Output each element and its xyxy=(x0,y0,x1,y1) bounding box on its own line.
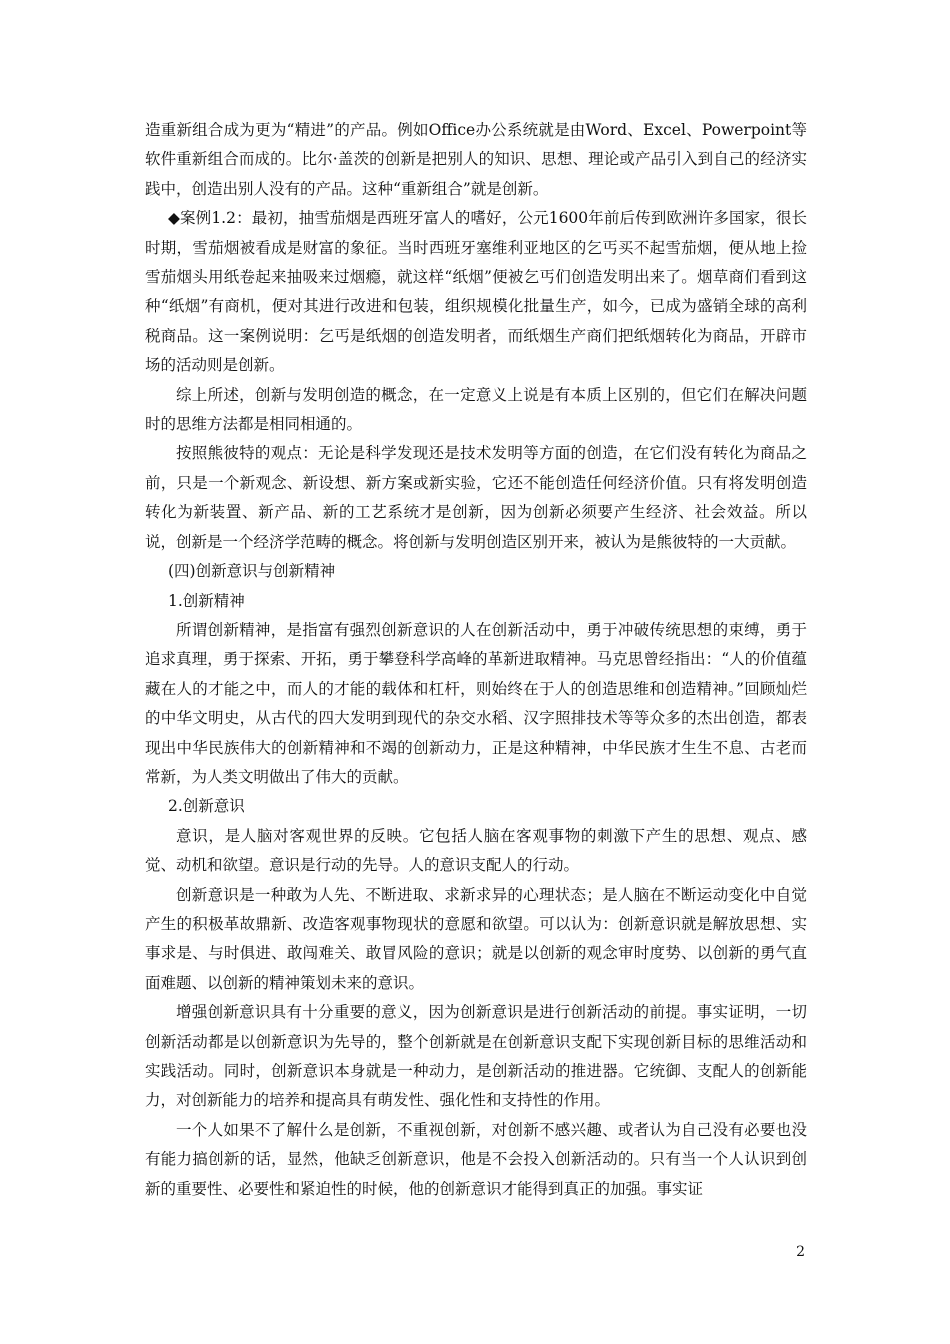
paragraph-awareness-state: 创新意识是一种敢为人先、不断进取、求新求异的心理状态；是人脑在不断运动变化中自觉产生的积极革故鼎新、改造客观事物现状的意愿和欲望。可以认为：创新意识就是解放思想、实事求是、与时俱进、敢闯难关、敢冒风险的意识；就是以创新的观念审时度势、以创新的勇气直面难题、以创新的精神策划未来的意识。 xyxy=(145,885,807,992)
body-text xyxy=(145,116,807,1204)
paragraph-summary: 综上所述，创新与发明创造的概念，在一定意义上说是有本质上区别的，但它们在解决问题时的思维方法都是相同相通的。 xyxy=(145,385,807,434)
paragraph-awareness-importance: 增强创新意识具有十分重要的意义，因为创新意识是进行创新活动的前提。事实证明，一切创新活动都是以创新意识为先导的，整个创新就是在创新意识支配下实现创新目标的思维活动和实践活动。同时，创新意识本身就是一种动力，是创新活动的推进器。它统御、支配人的创新能力，对创新能力的培养和提高具有萌发性、强化性和支持性的作用。 xyxy=(145,1003,807,1110)
paragraph-awareness-individual: 一个人如果不了解什么是创新，不重视创新，对创新不感兴趣、或者认为自己没有必要也没有能力搞创新的话，显然，他缺乏创新意识，他是不会投入创新活动的。只有当一个人认识到创新的重要性、必要性和紧迫性的时候，他的创新意识才能得到真正的加强。事实证 xyxy=(145,1120,807,1198)
paragraph-case-1-2: ◆案例1.2：最初，抽雪茄烟是西班牙富人的嗜好，公元1600年前后传到欧洲许多国家，很长时期，雪茄烟被看成是财富的象征。当时西班牙塞维利亚地区的乞丐买不起雪茄烟，便从地上捡雪茄烟头用纸卷起来抽吸来过烟瘾，就这样“纸烟”便被乞丐们创造发明出来了。烟草商们看到这种“纸烟”有商机，便对其进行改进和包装，组织规模化批量生产，如今，已成为盛销全球的高利税商品。这一案例说明：乞丐是纸烟的创造发明者，而纸烟生产商们把纸烟转化为商品，开辟市场的活动则是创新。 xyxy=(145,209,807,375)
subsection-heading-innovation-awareness: 2.创新意识 xyxy=(168,797,245,816)
paragraph-innovation-spirit: 所谓创新精神，是指富有强烈创新意识的人在创新活动中，勇于冲破传统思想的束缚，勇于追求真理，勇于探索、开拓，勇于攀登科学高峰的革新进取精神。马克思曾经指出：“人的价值蕴藏在人的才能之中，而人的才能的载体和杠杆，则始终在于人的创造思维和创造精神。”回顾灿烂的中华文明史，从古代的四大发明到现代的杂交水稻、汉字照排技术等等众多的杰出创造，都表现出中华民族伟大的创新精神和不竭的创新动力，正是这种精神，中华民族才生生不息、古老而常新，为人类文明做出了伟大的贡献。 xyxy=(145,620,807,786)
paragraph-recombination: 造重新组合成为更为“精进”的产品。例如Office办公系统就是由Word、Excel、Powerpoint等软件重新组合而成的。比尔·盖茨的创新是把别人的知识、思想、理论或产品引入到自己的经济实践中，创造出别人没有的产品。这种“重新组合”就是创新。 xyxy=(145,121,807,198)
page-number: 2 xyxy=(796,1244,805,1260)
section-heading-innovation-awareness-spirit: (四)创新意识与创新精神 xyxy=(168,562,336,581)
paragraph-schumpeter: 按照熊彼特的观点：无论是科学发现还是技术发明等方面的创造，在它们没有转化为商品之前，只是一个新观念、新设想、新方案或新实验，它还不能创造任何经济价值。只有将发明创造转化为新装置、新产品、新的工艺系统才是创新，因为创新必须要产生经济、社会效益。所以说，创新是一个经济学范畴的概念。将创新与发明创造区别开来，被认为是熊彼特的一大贡献。 xyxy=(145,444,807,551)
subsection-heading-innovation-spirit: 1.创新精神 xyxy=(168,591,245,610)
paragraph-awareness-definition: 意识，是人脑对客观世界的反映。它包括人脑在客观事物的刺激下产生的思想、观点、感觉、动机和欲望。意识是行动的先导。人的意识支配人的行动。 xyxy=(145,826,807,875)
